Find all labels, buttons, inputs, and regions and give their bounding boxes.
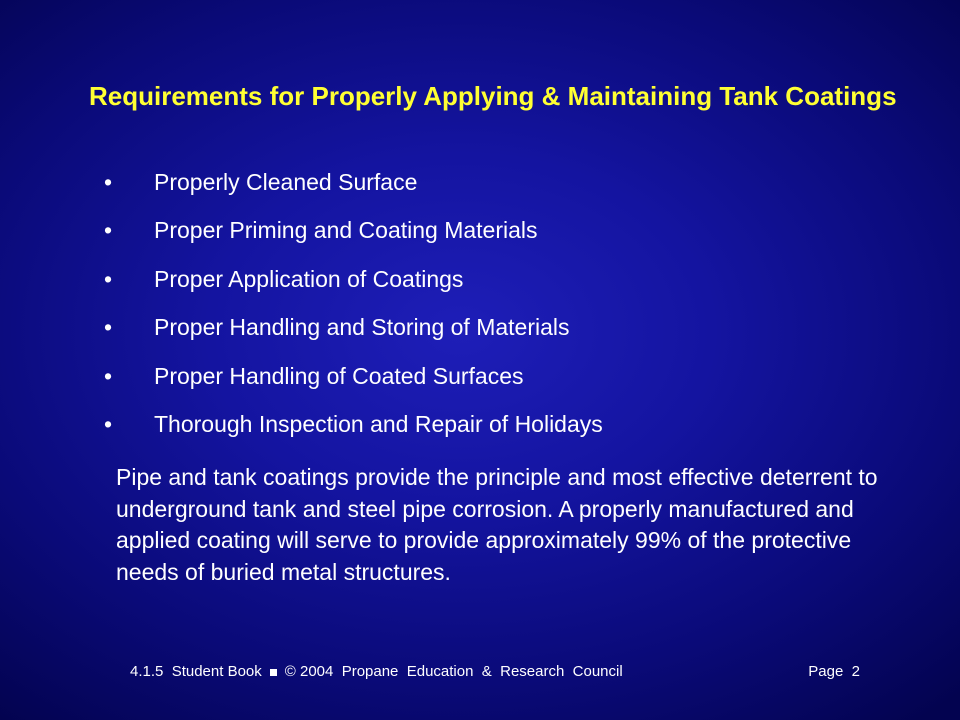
bullet-text: Thorough Inspection and Repair of Holidays (154, 410, 603, 437)
bullet-item (104, 214, 603, 262)
bullet-icon: • (104, 362, 113, 389)
bullet-text: Proper Application of Coatings (154, 265, 464, 292)
bullet-text: Proper Priming and Coating Materials (154, 217, 538, 244)
footer-page-number: Page 2 (808, 663, 860, 680)
bullet-item (104, 166, 603, 214)
footer-copyright: © 2004 Propane Education & Research Council (284, 663, 623, 680)
square-separator-icon (270, 669, 277, 676)
bullet-icon: • (104, 265, 113, 292)
body-paragraph: Pipe and tank coatings provide the principle and most effective deterrent to underground tank and steel pipe corrosion. A properly manufactured and applied coating will serve to provide approximately 99% of the protective needs of buried metal structures. (116, 464, 878, 585)
bullet-icon: • (104, 314, 113, 341)
bullet-icon: • (104, 169, 113, 195)
bullet-icon: • (104, 217, 113, 244)
slide-title: Requirements for Properly Applying & Maintaining Tank Coatings (89, 81, 897, 111)
bullet-item (104, 311, 603, 359)
bullet-text: Proper Handling of Coated Surfaces (154, 362, 524, 389)
bullet-item (104, 360, 603, 408)
footer-credits (130, 662, 623, 682)
bullet-text: Proper Handling and Storing of Materials (154, 314, 570, 341)
bullet-list (104, 166, 603, 456)
bullet-item (104, 408, 603, 456)
bullet-item (104, 263, 603, 311)
footer-book-label: 4.1.5 Student Book (130, 663, 262, 680)
bullet-text: Properly Cleaned Surface (154, 169, 418, 195)
bullet-icon: • (104, 410, 113, 437)
footer (130, 662, 860, 682)
